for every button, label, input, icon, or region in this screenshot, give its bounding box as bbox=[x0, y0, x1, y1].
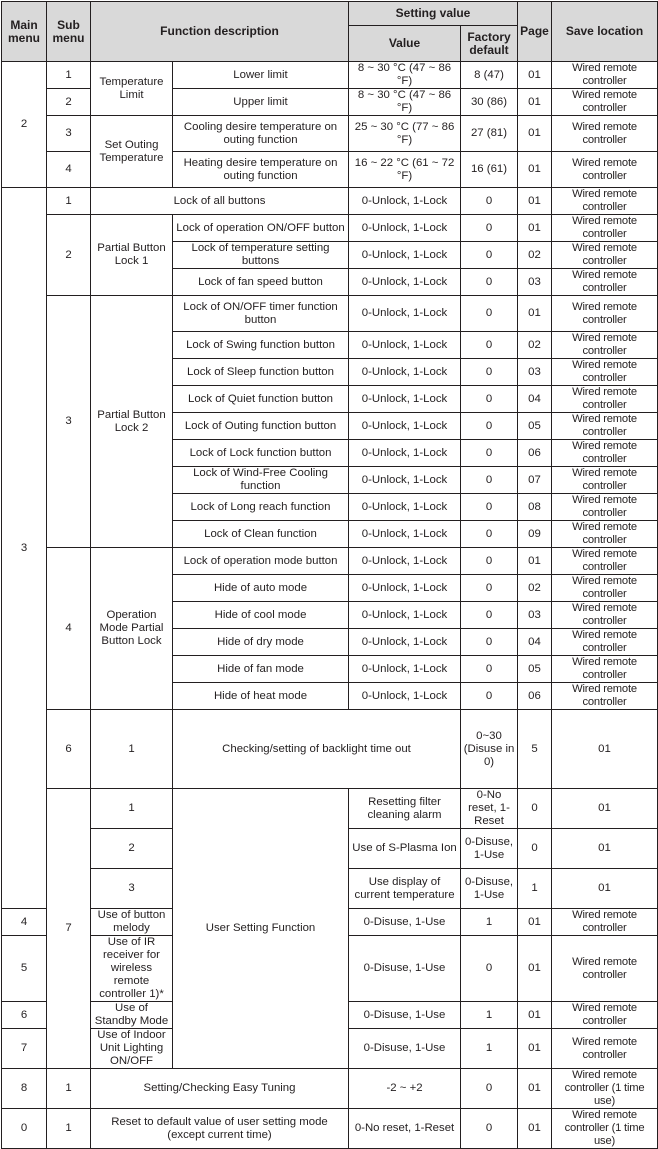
sub-menu-cell: 2 bbox=[47, 89, 91, 116]
default-cell: 0 bbox=[461, 188, 518, 215]
table-row bbox=[2, 62, 658, 89]
function-cell: Cooling desire temperature on outing function bbox=[173, 116, 349, 152]
page-cell: 01 bbox=[518, 1109, 552, 1149]
function-cell: Reset to default value of user setting mode (except current time) bbox=[91, 1109, 349, 1149]
value-cell: 0-Unlock, 1-Lock bbox=[349, 386, 461, 413]
function-cell: Lock of Lock function button bbox=[173, 440, 349, 467]
page-cell: 01 bbox=[518, 1029, 552, 1069]
save-location-cell: Wired remote controller bbox=[552, 332, 658, 359]
table-row bbox=[2, 188, 658, 215]
default-cell: 0 bbox=[461, 548, 518, 575]
value-cell: 0-Disuse, 1-Use bbox=[349, 909, 461, 936]
function-cell: Lock of Outing function button bbox=[173, 413, 349, 440]
sub-menu-cell: 3 bbox=[91, 869, 173, 909]
value-cell: 8 ~ 30 °C (47 ~ 86 °F) bbox=[349, 62, 461, 89]
value-cell: 0~30 (Disuse in 0) bbox=[461, 710, 518, 789]
page-cell: 06 bbox=[518, 683, 552, 710]
sub-menu-cell: 1 bbox=[47, 1069, 91, 1109]
save-location-cell: Wired remote controller bbox=[552, 413, 658, 440]
function-cell: Lock of temperature setting buttons bbox=[173, 242, 349, 269]
default-cell: 0 bbox=[461, 602, 518, 629]
default-cell: 0 bbox=[461, 629, 518, 656]
page-cell: 01 bbox=[552, 710, 658, 789]
function-cell: Lock of ON/OFF timer function button bbox=[173, 296, 349, 332]
main-menu-cell: 6 bbox=[47, 710, 91, 789]
save-location-cell: Wired remote controller bbox=[552, 215, 658, 242]
page-cell: 05 bbox=[518, 413, 552, 440]
save-location-cell: Wired remote controller bbox=[552, 440, 658, 467]
default-cell: 16 (61) bbox=[461, 152, 518, 188]
value-cell: 0-Unlock, 1-Lock bbox=[349, 656, 461, 683]
function-cell: Hide of cool mode bbox=[173, 602, 349, 629]
page-cell: 01 bbox=[518, 215, 552, 242]
function-cell: Lock of all buttons bbox=[91, 188, 349, 215]
page-cell: 01 bbox=[518, 152, 552, 188]
page-cell: 01 bbox=[518, 936, 552, 1002]
default-cell: 0 bbox=[461, 467, 518, 494]
value-cell: 0-Unlock, 1-Lock bbox=[349, 683, 461, 710]
default-cell: 1 bbox=[461, 1002, 518, 1029]
save-location-cell: Wired remote controller (1 time use) bbox=[552, 1069, 658, 1109]
value-cell: 0-No reset, 1-Reset bbox=[461, 789, 518, 829]
save-location-cell: Wired remote controller bbox=[552, 521, 658, 548]
save-location-cell: Wired remote controller bbox=[552, 62, 658, 89]
value-cell: 0-Unlock, 1-Lock bbox=[349, 575, 461, 602]
header-sub-menu: Sub menu bbox=[47, 2, 91, 62]
function-cell: Setting/Checking Easy Tuning bbox=[91, 1069, 349, 1109]
function-cell: Lock of fan speed button bbox=[173, 269, 349, 296]
page-cell: 06 bbox=[518, 440, 552, 467]
save-location-cell: Wired remote controller bbox=[552, 1002, 658, 1029]
sub-menu-cell: 1 bbox=[91, 710, 173, 789]
value-cell: 0-Unlock, 1-Lock bbox=[349, 269, 461, 296]
function-cell: Use of Standby Mode bbox=[91, 1002, 173, 1029]
page-cell: 01 bbox=[552, 789, 658, 829]
table-row bbox=[2, 215, 658, 242]
save-location-cell: Wired remote controller bbox=[552, 575, 658, 602]
value-cell: 0-Disuse, 1-Use bbox=[349, 1002, 461, 1029]
default-cell: 0 bbox=[461, 440, 518, 467]
header-page: Page bbox=[518, 2, 552, 62]
table-row bbox=[2, 116, 658, 152]
value-cell: 0-Disuse, 1-Use bbox=[349, 936, 461, 1002]
default-cell: 0 bbox=[461, 1069, 518, 1109]
default-cell: 0 bbox=[518, 789, 552, 829]
page-cell: 02 bbox=[518, 242, 552, 269]
sub-menu-cell: 3 bbox=[47, 296, 91, 548]
value-cell: 8 ~ 30 °C (47 ~ 86 °F) bbox=[349, 89, 461, 116]
value-cell: 0-Unlock, 1-Lock bbox=[349, 602, 461, 629]
main-menu-cell: 8 bbox=[2, 1069, 47, 1109]
main-menu-cell: 7 bbox=[47, 789, 91, 1069]
header-factory-default: Factory default bbox=[461, 26, 518, 62]
function-cell: Lock of operation mode button bbox=[173, 548, 349, 575]
page-cell: 01 bbox=[518, 89, 552, 116]
function-cell: Lock of Wind-Free Cooling function bbox=[173, 467, 349, 494]
page-cell: 02 bbox=[518, 575, 552, 602]
header-value: Value bbox=[349, 26, 461, 62]
value-cell: 0-No reset, 1-Reset bbox=[349, 1109, 461, 1149]
header-function-description: Function description bbox=[91, 2, 349, 62]
save-location-cell: Wired remote controller bbox=[552, 602, 658, 629]
page-cell: 03 bbox=[518, 602, 552, 629]
page-cell: 03 bbox=[518, 269, 552, 296]
default-cell: 0 bbox=[461, 494, 518, 521]
value-cell: 0-Unlock, 1-Lock bbox=[349, 242, 461, 269]
save-location-cell: Wired remote controller bbox=[552, 242, 658, 269]
value-cell: 0-Disuse, 1-Use bbox=[461, 829, 518, 869]
sub-menu-cell: 5 bbox=[2, 936, 47, 1002]
sub-menu-cell: 4 bbox=[2, 909, 47, 936]
default-cell: 0 bbox=[461, 1109, 518, 1149]
function-cell: Lock of Quiet function button bbox=[173, 386, 349, 413]
main-menu-cell: 0 bbox=[2, 1109, 47, 1149]
value-cell: 0-Unlock, 1-Lock bbox=[349, 413, 461, 440]
function-cell: Hide of fan mode bbox=[173, 656, 349, 683]
page-cell: 01 bbox=[518, 1002, 552, 1029]
page-cell: 05 bbox=[518, 656, 552, 683]
page-cell: 01 bbox=[518, 1069, 552, 1109]
table-row bbox=[2, 548, 658, 575]
save-location-cell: Wired remote controller bbox=[552, 936, 658, 1002]
function-cell: Use of IR receiver for wireless remote controller 1)* bbox=[91, 936, 173, 1002]
value-cell: 0-Unlock, 1-Lock bbox=[349, 359, 461, 386]
function-cell: Lock of Long reach function bbox=[173, 494, 349, 521]
page-cell: 01 bbox=[518, 296, 552, 332]
save-location-cell: Wired remote controller bbox=[552, 296, 658, 332]
group-label: User Setting Function bbox=[173, 789, 349, 1069]
sub-menu-cell: 3 bbox=[47, 116, 91, 152]
value-cell: 0-Unlock, 1-Lock bbox=[349, 188, 461, 215]
save-location-cell: Wired remote controller bbox=[552, 116, 658, 152]
value-cell: 0-Unlock, 1-Lock bbox=[349, 494, 461, 521]
sub-menu-cell: 4 bbox=[47, 548, 91, 710]
save-location-cell: Wired remote controller bbox=[552, 683, 658, 710]
sub-menu-cell: 6 bbox=[2, 1002, 47, 1029]
page-cell: 01 bbox=[518, 116, 552, 152]
value-cell: 0-Unlock, 1-Lock bbox=[349, 467, 461, 494]
group-label: Partial Button Lock 1 bbox=[91, 215, 173, 296]
sub-menu-cell: 1 bbox=[47, 188, 91, 215]
save-location-cell: Wired remote controller bbox=[552, 386, 658, 413]
default-cell: 0 bbox=[461, 359, 518, 386]
settings-table bbox=[1, 1, 658, 1149]
function-cell: Use of Indoor Unit Lighting ON/OFF bbox=[91, 1029, 173, 1069]
default-cell: 0 bbox=[461, 332, 518, 359]
header-setting-value: Setting value bbox=[349, 2, 518, 26]
page-cell: 03 bbox=[518, 359, 552, 386]
function-cell: Use of S-Plasma Ion bbox=[349, 829, 461, 869]
page-cell: 09 bbox=[518, 521, 552, 548]
default-cell: 0 bbox=[461, 269, 518, 296]
sub-menu-cell: 4 bbox=[47, 152, 91, 188]
default-cell: 5 bbox=[518, 710, 552, 789]
save-location-cell: Wired remote controller bbox=[552, 188, 658, 215]
default-cell: 0 bbox=[461, 215, 518, 242]
default-cell: 1 bbox=[461, 909, 518, 936]
sub-menu-cell: 2 bbox=[91, 829, 173, 869]
header-main-menu: Main menu bbox=[2, 2, 47, 62]
default-cell: 0 bbox=[461, 413, 518, 440]
page-cell: 08 bbox=[518, 494, 552, 521]
function-cell: Use of button melody bbox=[91, 909, 173, 936]
default-cell: 1 bbox=[461, 1029, 518, 1069]
sub-menu-cell: 7 bbox=[2, 1029, 47, 1069]
save-location-cell: Wired remote controller bbox=[552, 1029, 658, 1069]
value-cell: 0-Unlock, 1-Lock bbox=[349, 332, 461, 359]
value-cell: 0-Unlock, 1-Lock bbox=[349, 215, 461, 242]
default-cell: 0 bbox=[461, 386, 518, 413]
save-location-cell: Wired remote controller bbox=[552, 494, 658, 521]
page-cell: 07 bbox=[518, 467, 552, 494]
save-location-cell: Wired remote controller bbox=[552, 548, 658, 575]
value-cell: 0-Disuse, 1-Use bbox=[349, 1029, 461, 1069]
page-cell: 01 bbox=[518, 62, 552, 89]
default-cell: 8 (47) bbox=[461, 62, 518, 89]
default-cell: 0 bbox=[461, 242, 518, 269]
page-cell: 01 bbox=[518, 188, 552, 215]
default-cell: 30 (86) bbox=[461, 89, 518, 116]
group-label: Temperature Limit bbox=[91, 62, 173, 116]
function-cell: Lock of Sleep function button bbox=[173, 359, 349, 386]
value-cell: 0-Unlock, 1-Lock bbox=[349, 548, 461, 575]
value-cell: 16 ~ 22 °C (61 ~ 72 °F) bbox=[349, 152, 461, 188]
value-cell: 0-Unlock, 1-Lock bbox=[349, 440, 461, 467]
function-cell: Hide of heat mode bbox=[173, 683, 349, 710]
save-location-cell: Wired remote controller (1 time use) bbox=[552, 1109, 658, 1149]
page-cell: 04 bbox=[518, 629, 552, 656]
default-cell: 0 bbox=[461, 656, 518, 683]
group-label: Partial Button Lock 2 bbox=[91, 296, 173, 548]
function-cell: Upper limit bbox=[173, 89, 349, 116]
default-cell: 0 bbox=[461, 936, 518, 1002]
save-location-cell: Wired remote controller bbox=[552, 152, 658, 188]
default-cell: 27 (81) bbox=[461, 116, 518, 152]
value-cell: 0-Disuse, 1-Use bbox=[461, 869, 518, 909]
table-row bbox=[2, 789, 658, 829]
function-cell: Lock of Clean function bbox=[173, 521, 349, 548]
default-cell: 0 bbox=[461, 521, 518, 548]
function-cell: Hide of auto mode bbox=[173, 575, 349, 602]
table-row bbox=[2, 296, 658, 332]
page-cell: 02 bbox=[518, 332, 552, 359]
page-cell: 01 bbox=[518, 548, 552, 575]
page-cell: 01 bbox=[552, 829, 658, 869]
page-cell: 01 bbox=[518, 909, 552, 936]
function-cell: Lock of operation ON/OFF button bbox=[173, 215, 349, 242]
function-cell: Lock of Swing function button bbox=[173, 332, 349, 359]
sub-menu-cell: 1 bbox=[47, 1109, 91, 1149]
main-menu-cell: 2 bbox=[2, 62, 47, 188]
save-location-cell: Wired remote controller bbox=[552, 89, 658, 116]
default-cell: 0 bbox=[461, 296, 518, 332]
function-cell: Checking/setting of backlight time out bbox=[173, 710, 461, 789]
default-cell: 0 bbox=[518, 829, 552, 869]
main-menu-cell: 3 bbox=[2, 188, 47, 909]
function-cell: Use display of current temperature bbox=[349, 869, 461, 909]
save-location-cell: Wired remote controller bbox=[552, 269, 658, 296]
save-location-cell: Wired remote controller bbox=[552, 359, 658, 386]
table-row bbox=[2, 1109, 658, 1149]
function-cell: Heating desire temperature on outing function bbox=[173, 152, 349, 188]
save-location-cell: Wired remote controller bbox=[552, 467, 658, 494]
default-cell: 1 bbox=[518, 869, 552, 909]
default-cell: 0 bbox=[461, 683, 518, 710]
group-label: Set Outing Temperature bbox=[91, 116, 173, 188]
header-save-location: Save location bbox=[552, 2, 658, 62]
function-cell: Hide of dry mode bbox=[173, 629, 349, 656]
value-cell: 0-Unlock, 1-Lock bbox=[349, 521, 461, 548]
value-cell: 0-Unlock, 1-Lock bbox=[349, 296, 461, 332]
table-row bbox=[2, 710, 658, 789]
sub-menu-cell: 1 bbox=[91, 789, 173, 829]
default-cell: 0 bbox=[461, 575, 518, 602]
table-row bbox=[2, 1069, 658, 1109]
value-cell: -2 ~ +2 bbox=[349, 1069, 461, 1109]
page-cell: 01 bbox=[552, 869, 658, 909]
save-location-cell: Wired remote controller bbox=[552, 909, 658, 936]
save-location-cell: Wired remote controller bbox=[552, 629, 658, 656]
value-cell: 25 ~ 30 °C (77 ~ 86 °F) bbox=[349, 116, 461, 152]
function-cell: Resetting filter cleaning alarm bbox=[349, 789, 461, 829]
save-location-cell: Wired remote controller bbox=[552, 656, 658, 683]
sub-menu-cell: 2 bbox=[47, 215, 91, 296]
value-cell: 0-Unlock, 1-Lock bbox=[349, 629, 461, 656]
sub-menu-cell: 1 bbox=[47, 62, 91, 89]
function-cell: Lower limit bbox=[173, 62, 349, 89]
page-cell: 04 bbox=[518, 386, 552, 413]
group-label: Operation Mode Partial Button Lock bbox=[91, 548, 173, 710]
